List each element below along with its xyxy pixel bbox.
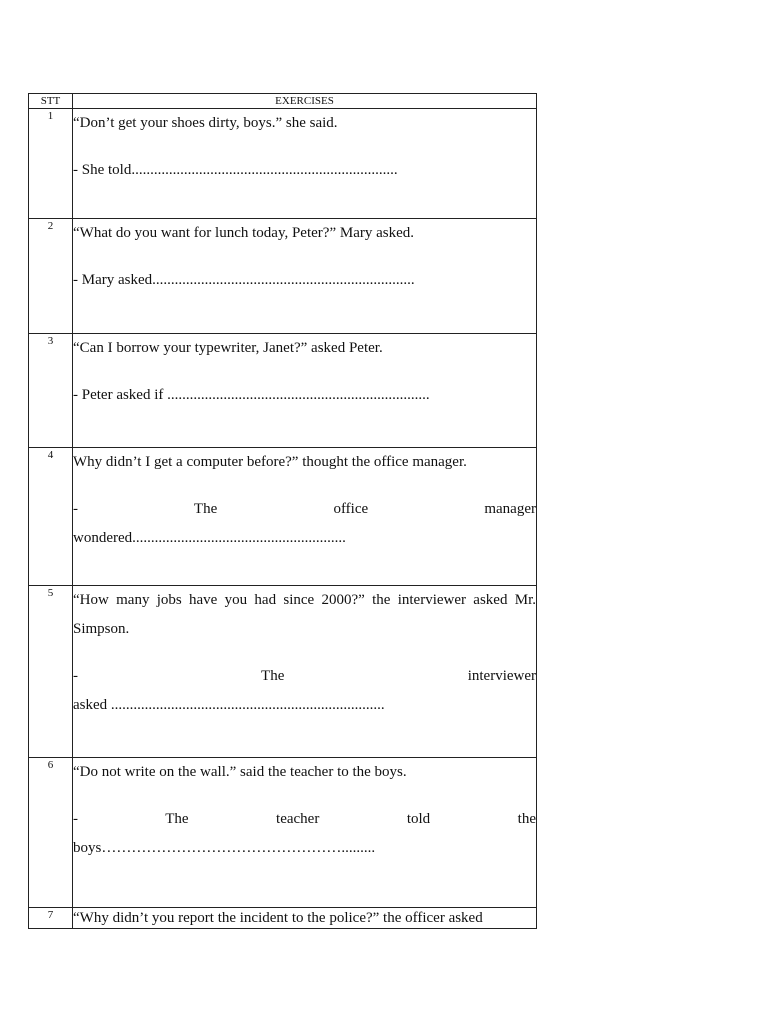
exercise-answer-prompt: - Mary asked...................................................................... <box>73 272 415 288</box>
exercise-answer-prompt: - The interviewer <box>73 668 536 684</box>
table-row <box>29 586 537 758</box>
table-row <box>29 109 537 219</box>
header-exercises: EXERCISES <box>73 94 537 109</box>
exercise-answer-blank: asked ......................................................................... <box>73 697 385 713</box>
exercise-cell <box>73 448 537 586</box>
table-row <box>29 219 537 334</box>
row-number: 5 <box>29 586 73 758</box>
exercise-question: “Can I borrow your typewriter, Janet?” asked Peter. <box>73 340 383 356</box>
exercise-cell <box>73 908 537 929</box>
row-number: 1 <box>29 109 73 219</box>
exercise-question: Why didn’t I get a computer before?” thought the office manager. <box>73 454 467 470</box>
exercise-question: “How many jobs have you had since 2000?” the interviewer asked Mr. Simpson. <box>73 592 536 637</box>
table-row <box>29 908 537 929</box>
exercise-question: “Do not write on the wall.” said the teacher to the boys. <box>73 764 407 780</box>
exercise-cell <box>73 219 537 334</box>
exercise-answer-prompt: - The office manager <box>73 501 536 517</box>
exercise-answer-prompt: - She told....................................................................... <box>73 162 398 178</box>
row-number: 3 <box>29 334 73 448</box>
exercise-cell <box>73 586 537 758</box>
exercise-answer-blank: wondered......................................................... <box>73 530 346 546</box>
exercise-question: “Why didn’t you report the incident to the police?” the officer asked <box>73 910 483 926</box>
exercises-table <box>28 93 537 929</box>
row-number: 6 <box>29 758 73 908</box>
row-number: 7 <box>29 908 73 929</box>
table-row <box>29 334 537 448</box>
exercise-answer-prompt: - Peter asked if ...................................................................... <box>73 387 430 403</box>
table-row <box>29 758 537 908</box>
exercise-cell <box>73 109 537 219</box>
exercise-cell <box>73 334 537 448</box>
exercise-answer-prompt: - The teacher told the <box>73 811 536 827</box>
exercise-answer-blank: boys…………………………………………......... <box>73 840 376 856</box>
row-number: 2 <box>29 219 73 334</box>
table-header-row <box>29 94 537 109</box>
exercise-question: “Don’t get your shoes dirty, boys.” she said. <box>73 115 338 131</box>
header-stt: STT <box>29 94 73 109</box>
exercise-cell <box>73 758 537 908</box>
exercise-question: “What do you want for lunch today, Peter?” Mary asked. <box>73 225 414 241</box>
table-row <box>29 448 537 586</box>
row-number: 4 <box>29 448 73 586</box>
